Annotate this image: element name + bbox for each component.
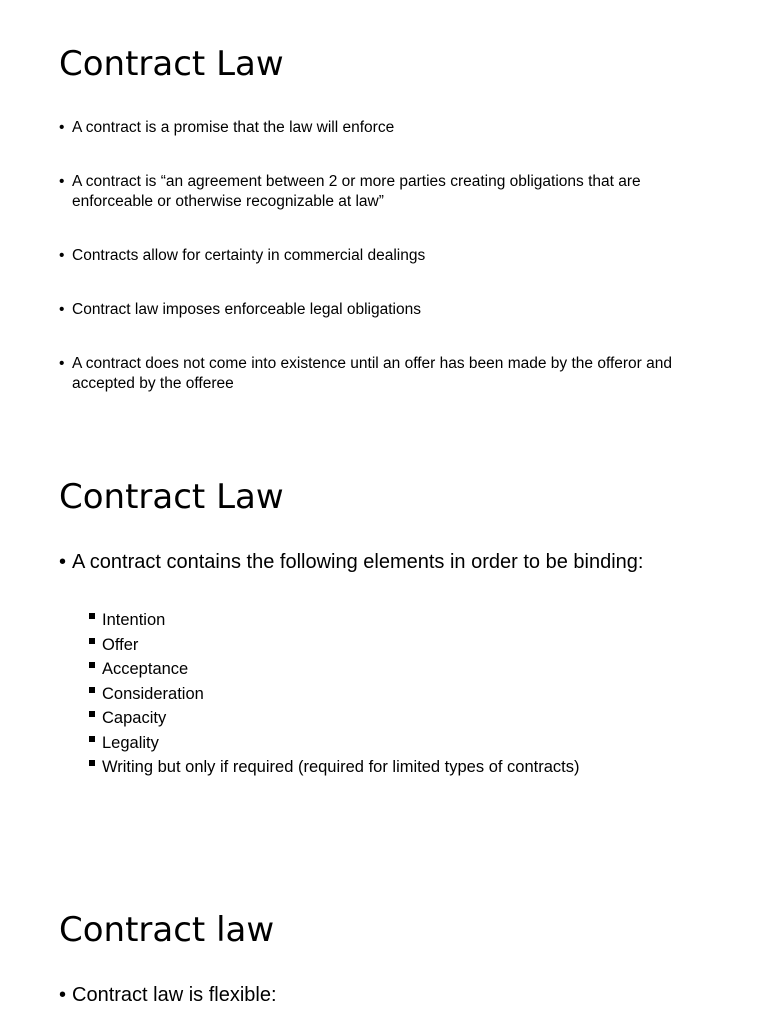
- sub-bullet-text: Legality: [102, 733, 159, 752]
- slide-title: Contract Law: [59, 477, 284, 517]
- sub-bullet-text: Offer: [102, 635, 139, 654]
- sub-bullet-list: [88, 608, 728, 780]
- bullet-item: [59, 172, 699, 212]
- square-bullet-icon: [89, 638, 95, 644]
- sub-bullet-item: [88, 755, 728, 780]
- bullet-item: [59, 550, 699, 574]
- sub-bullet-text: Acceptance: [102, 660, 189, 678]
- bullet-list: [59, 550, 699, 574]
- bullet-list: [59, 118, 699, 428]
- bullet-item: [59, 983, 699, 1007]
- sub-bullet-item: [88, 731, 728, 756]
- bullet-text: A contract does not come into existence until an offer has been made by the offeror and accepted by the offeree: [72, 355, 673, 392]
- sub-bullet-text: Intention: [102, 611, 166, 629]
- bullet-dot-icon: •: [59, 173, 65, 190]
- bullet-dot-icon: •: [59, 247, 65, 264]
- square-bullet-icon: [89, 711, 95, 717]
- sub-bullet-text: Consideration: [102, 684, 204, 703]
- bullet-dot-icon: •: [59, 551, 67, 573]
- square-bullet-icon: [89, 687, 95, 693]
- sub-bullet-item: [88, 682, 728, 707]
- bullet-item: [59, 300, 699, 320]
- bullet-text: A contract is “an agreement between 2 or more parties creating obligations that are enforceable or otherwise recognizable at law”: [72, 173, 641, 210]
- bullet-dot-icon: •: [59, 984, 67, 1006]
- sub-bullet-text: Writing but only if required (required for limited types of contracts): [102, 758, 580, 776]
- sub-bullet-item: [88, 706, 728, 731]
- bullet-text: A contract is a promise that the law will enforce: [72, 119, 395, 136]
- bullet-list: [59, 983, 699, 1007]
- sub-bullet-item: [88, 657, 728, 682]
- square-bullet-icon: [89, 662, 95, 668]
- bullet-item: [59, 118, 699, 138]
- bullet-dot-icon: •: [59, 119, 65, 136]
- bullet-text: Contracts allow for certainty in commercial dealings: [72, 247, 426, 264]
- bullet-item: [59, 354, 699, 394]
- bullet-dot-icon: •: [59, 355, 65, 372]
- sub-bullet-item: [88, 608, 728, 633]
- slide-title: Contract Law: [59, 44, 284, 84]
- bullet-item: [59, 246, 699, 266]
- sub-bullet-text: Capacity: [102, 709, 167, 727]
- bullet-text: A contract contains the following elements in order to be binding:: [72, 551, 644, 573]
- square-bullet-icon: [89, 760, 95, 766]
- square-bullet-icon: [89, 613, 95, 619]
- sub-bullet-item: [88, 633, 728, 658]
- bullet-text: Contract law is flexible:: [72, 984, 277, 1006]
- bullet-text: Contract law imposes enforceable legal obligations: [72, 301, 421, 318]
- slide-title: Contract law: [59, 910, 275, 950]
- square-bullet-icon: [89, 736, 95, 742]
- bullet-dot-icon: •: [59, 301, 65, 318]
